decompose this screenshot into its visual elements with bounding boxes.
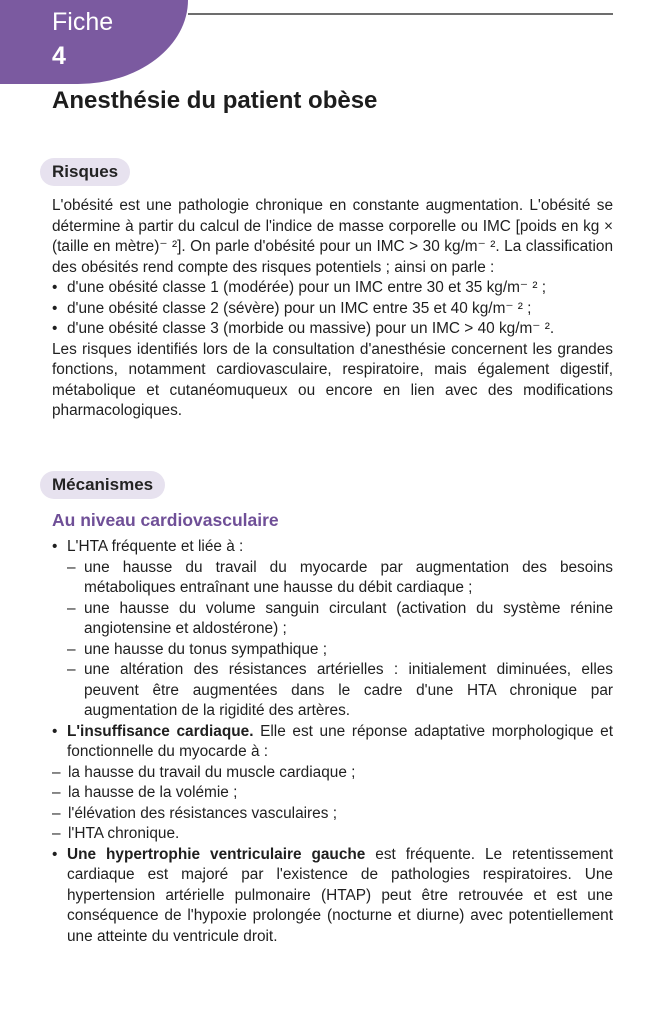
list-subitem: – l'HTA chronique.: [52, 824, 613, 845]
insuffisance-lead: L'insuffisance cardiaque.: [67, 722, 254, 740]
list-subitem: – une hausse du volume sanguin circulant (activation du système rénine angiotensine et aldostérone) ;: [52, 599, 613, 640]
list-subitem: – une altération des résistances artérielles : initialement diminuées, elles peuvent être augmentées dans le cadre d'une HTA chronique par augmentation de la rigidité des artères.: [52, 660, 613, 722]
list-item-insuffisance: [52, 722, 613, 763]
list-subitem: – une hausse du tonus sympathique ;: [52, 640, 613, 661]
risques-intro: L'obésité est une pathologie chronique en constante augmentation. L'obésité se détermine à partir du calcul de l'indice de masse corporelle ou IMC [poids en kg × (taille en mètre)⁻ ²]. On parle d'obésité pour un IMC > 30 kg/m⁻ ². La classification des obésités rend compte des risques potentiels ; ainsi on parle :: [52, 197, 613, 276]
hypertrophie-lead: Une hypertrophie ventriculaire gauche: [67, 845, 366, 863]
insuffisance-text: Elle est une réponse adaptative morphologique et fonctionnelle du myocarde à :: [67, 722, 614, 760]
list-subitem: – la hausse du travail du muscle cardiaque ;: [52, 763, 613, 784]
fiche-tab: [0, 0, 188, 84]
fiche-label: Fiche: [52, 8, 114, 36]
page-title: Anesthésie du patient obèse: [52, 87, 378, 114]
list-item: • d'une obésité classe 3 (morbide ou massive) pour un IMC > 40 kg/m⁻ ².: [52, 319, 613, 340]
fiche-number: 4: [52, 42, 66, 70]
mecanismes-section: [52, 537, 613, 947]
subsection-title: Au niveau cardiovasculaire: [52, 510, 279, 530]
list-item-hypertrophie: [52, 845, 613, 948]
list-subitem: – la hausse de la volémie ;: [52, 783, 613, 804]
hypertrophie-text: est fréquente. Le retentissement cardiaque est majoré par l'existence de pathologies respiratoires. Une hypertension artérielle pulmonaire (HTAP) peut être retrouvée et est une conséquence de l'hypoxie prolongée (nocturne et diurne) avec potentiellement une atteinte du ventricule droit.: [67, 845, 613, 945]
list-item-hta: • L'HTA fréquente et liée à :: [52, 537, 613, 558]
list-item: • d'une obésité classe 1 (modérée) pour un IMC entre 30 et 35 kg/m⁻ ² ;: [52, 278, 613, 299]
section-heading-mecanismes: Mécanismes: [40, 471, 165, 499]
section-heading-risques: Risques: [40, 158, 130, 186]
list-subitem: – l'élévation des résistances vasculaires ;: [52, 804, 613, 825]
risques-section: [52, 196, 613, 422]
list-subitem: – une hausse du travail du myocarde par augmentation des besoins métaboliques entraînant une hausse du débit cardiaque ;: [52, 558, 613, 599]
list-item: • d'une obésité classe 2 (sévère) pour un IMC entre 35 et 40 kg/m⁻ ² ;: [52, 299, 613, 320]
risques-outro: Les risques identifiés lors de la consultation d'anesthésie concernent les grandes fonctions, notamment cardiovasculaire, respiratoire, mais également digestif, métabolique et cutanéomuqueux ou encore en lien avec des modifications pharmacologiques.: [52, 340, 613, 419]
header-rule: [188, 13, 613, 15]
